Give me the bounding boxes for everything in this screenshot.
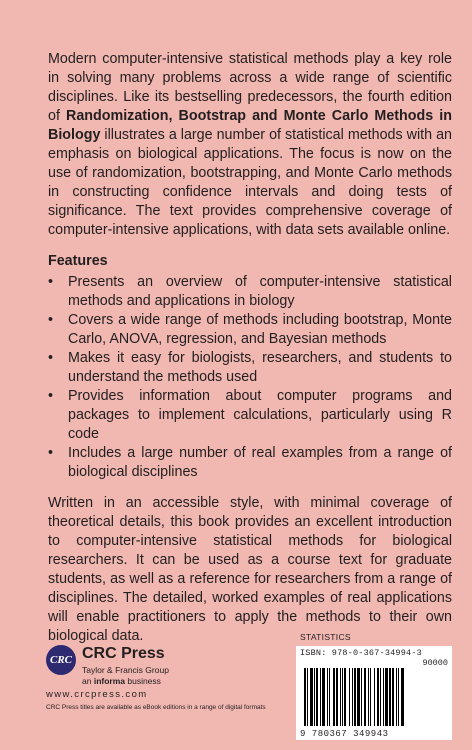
features-list [48,273,452,482]
business-bold: informa [93,676,125,686]
subject-category: STATISTICS [300,632,351,642]
publisher-url: www.crcpress.com [46,689,148,700]
bullet-icon: • [48,445,54,461]
barcode-bar [316,668,318,726]
barcode-bar [333,668,335,726]
barcode-bar [340,668,341,726]
barcode-bar [310,668,313,726]
price-code: 90000 [422,658,448,668]
barcode-bar [327,668,328,726]
barcode-bar [370,668,371,726]
barcode-bar [354,668,356,726]
barcode-bar [396,668,397,726]
feature-text: Includes a large number of real examples from a range of biological disciplines [68,445,452,480]
bullet-icon: • [48,388,54,404]
feature-item [48,349,452,387]
barcode-bar [374,668,375,726]
isbn-barcode [296,646,452,740]
ebook-note: CRC Press titles are available as eBook editions in a range of digital formats [46,704,266,711]
barcode-bar [352,668,353,726]
crc-logo-icon: CRC [46,645,76,675]
business-prefix: an [82,676,94,686]
intro-text-before: Modern computer-intensive statistical methods play a key role in solving many problems across a wide range of scientific disciplines. Like its bestselling predecessors, the fourth edition of [48,51,452,124]
feature-text: Presents an overview of computer-intensive statistical methods and applications in biology [68,274,452,309]
barcode-bar [401,668,404,726]
barcode-bar [349,668,350,726]
barcode-bar [364,668,366,726]
ean-digits: 9 780367 349943 [300,729,389,739]
publisher-name: CRC Press [82,645,165,662]
barcode-bar [322,668,325,726]
barcode-bar [361,668,362,726]
barcode-bar [320,668,321,726]
feature-text: Provides information about computer programs and packages to implement calculations, particularly using R code [68,388,452,442]
closing-paragraph: Written in an accessible style, with minimal coverage of theoretical details, this book provides an excellent introduction to computer-intensive statistical methods for biological researchers. It can be used as a course text for graduate students, as well as a reference for researchers from a range of disciplines. The detailed, worked examples of real applications will enable practitioners to apply the methods to their own biological data. [48,495,452,644]
intro-paragraph [48,50,452,240]
barcode-bar [329,668,330,726]
bullet-icon: • [48,312,54,328]
feature-item [48,387,452,444]
barcode-bar [342,668,343,726]
isbn-label: ISBN: 978-0-367-34994-3 [300,648,422,658]
barcode-bar [383,668,384,726]
back-cover-text [48,50,452,646]
barcode-bar [368,668,369,726]
publisher-business [82,676,161,686]
feature-item [48,311,452,349]
barcode-bar [344,668,346,726]
barcode-bar [314,668,315,726]
intro-text-after: illustrates a large number of statistical methods with an emphasis on biological applications. The focus is now on the use of randomization, bootstrapping, and Monte Carlo methods in constructing confidence intervals and doing tests of significance. The text provides comprehensive coverage of computer-intensive applications, with data sets available online. [48,127,452,238]
book-title: Randomization, Bootstrap and Monte Carlo Methods in Biology [48,108,452,143]
barcode-bar [389,668,391,726]
barcode-bar [357,668,360,726]
barcode-bar [336,668,338,726]
feature-text: Covers a wide range of methods including bootstrap, Monte Carlo, ANOVA, regression, and Bayesian methods [68,312,452,347]
feature-text: Makes it easy for biologists, researchers, and students to understand the methods used [68,350,452,385]
bullet-icon: • [48,274,54,290]
barcode-bar [304,668,306,726]
feature-item [48,444,452,482]
feature-item [48,273,452,311]
barcode-bar [377,668,379,726]
barcode-bar [398,668,399,726]
barcode-bars-icon [304,668,444,726]
bullet-icon: • [48,350,54,366]
barcode-bar [307,668,308,726]
business-suffix: business [125,676,161,686]
barcode-bar [385,668,388,726]
features-heading: Features [48,253,108,269]
barcode-bar [380,668,381,726]
barcode-bar [392,668,394,726]
publisher-group: Taylor & Francis Group [82,665,169,675]
